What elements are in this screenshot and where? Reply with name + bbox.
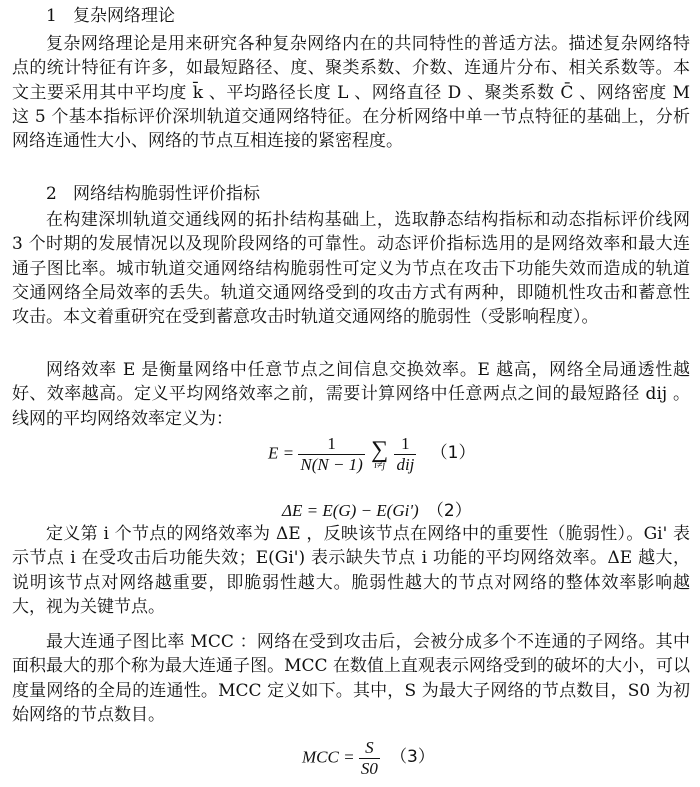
equation-3-fraction: $\frac{S}{S0}$	[360, 738, 378, 778]
equation-1-summation: ∑ i≠j	[371, 436, 389, 471]
section-2-paragraph-4: 最大连通子图比率 MCC ：网络在受到攻击后，会被分成多个不连通的子网络。其中面积最大的那个称为最大连通子图。MCC 在数值上直观表示网络受到的破坏的大小，可以度量网络的全局的连通性。MCC 定义如下。其中，S 为最大子网络的节点数目，S0 为初始网络的节点数目。	[12, 632, 690, 725]
section-2-paragraph-1: 在构建深圳轨道交通线网的拓扑结构基础上，选取静态结构指标和动态指标评价线网 3 个时期的发展情况以及现阶段网络的可靠性。动态评价指标选用的是网络效率和最大连通子图比率。城市轨道交通网络结构脆弱性可定义为节点在攻击下功能失效而造成的轨道交通网络全局效率的丢失。轨道交通网络受到的攻击方式有两种，即随机性攻击和蓄意性攻击。本文着重研究在受到蓄意攻击时轨道交通网络的脆弱性（受影响程度）。	[12, 210, 690, 328]
section-1-paragraph: 复杂网络理论是用来研究各种复杂网络内在的共同特性的普适方法。描述复杂网络特点的统计特征有许多，如最短路径、度、聚类系数、介数、连通片分布、相关系数等。本文主要采用其中平均度 k̄ 、平均路径长度 L 、网络直径 D 、聚类系数 C̄ 、网络密度 M 这 5 个基本指标评价深圳轨道交通网络特征。在分析网络中单一节点特征的基础上，分析网络连通性大小、网络的节点互相连接的紧密程度。	[12, 34, 690, 152]
equation-1-term: $\frac{1}{\text{dij}}$	[396, 434, 415, 474]
section-2-paragraph-2: 网络效率 E 是衡量网络中任意节点之间信息交换效率。E 越高，网络全局通透性越好、效率越高。定义平均网络效率之前，需要计算网络中任意两点之间的最短路径 dij 。线网的平均网络效率定义为：	[12, 360, 690, 429]
equation-1	[268, 434, 475, 475]
equation-1-lhs: E =	[268, 443, 295, 463]
section-1-number: 1	[46, 6, 57, 26]
equation-1-fraction: $\frac{1}{N(N - 1)}$	[300, 434, 363, 474]
section-1-title: 复杂网络理论	[73, 6, 176, 26]
section-2-paragraph-3: 定义第 i 个节点的网络效率为 ΔE ，反映该节点在网络中的重要性（脆弱性）。Gi' 表示节点 i 在受攻击后功能失效；E(Gi') 表示缺失节点 i 功能的平均网络效率。ΔE 越大，说明该节点对网络越重要，即脆弱性越大。脆弱性越大的节点对网络的整体效率影响越大，视为关键节点。	[12, 524, 690, 617]
section-1-heading	[46, 4, 700, 28]
section-2-number: 2	[46, 184, 57, 204]
equation-3	[302, 738, 435, 779]
section-2-heading	[46, 182, 700, 206]
equation-1-tag: （1）	[430, 443, 476, 464]
section-2-title: 网络结构脆弱性评价指标	[73, 184, 261, 204]
equation-3-lhs: MCC =	[302, 747, 355, 767]
equation-3-tag: （3）	[390, 747, 435, 768]
equation-2-expr: ΔE = E(G) − E(Gi')	[282, 501, 419, 520]
equation-2	[282, 496, 472, 521]
equation-2-tag: （2）	[426, 501, 472, 521]
